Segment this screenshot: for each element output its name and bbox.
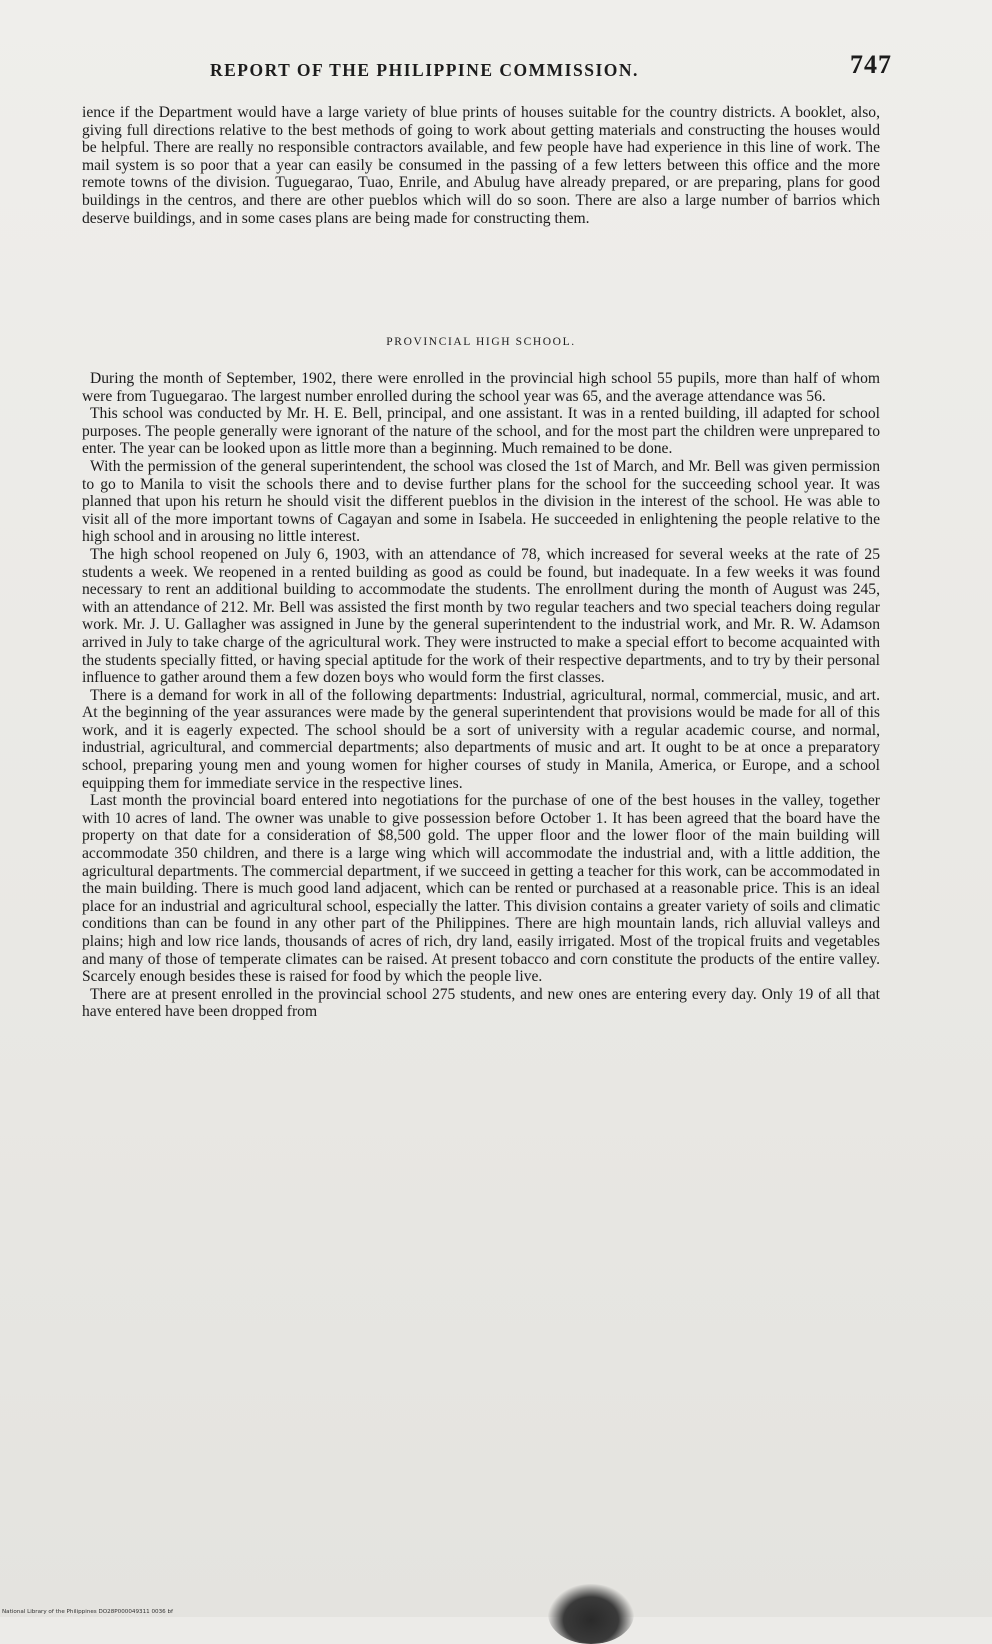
paragraph-manila-visit: With the permission of the general superintendent, the school was closed the 1st of March, and Mr. Bell was given permission to go to Manila to visit the schools there and to devise further plans for the school for the succeeding school year. It was planned that upon his return he should visit the different pueblos in the division in the interest of the school. He was able to visit all of the more important towns of Cagayan and some in Isabela. He succeeded in enlightening the people relative to the high school and in arousing no little interest.: [82, 457, 880, 546]
paragraph-property-purchase: Last month the provincial board entered into negotiations for the purchase of one of the best houses in the valley, together with 10 acres of land. The owner was unable to give possession before October 1. It has been agreed that the board have the property on that date for a consideration of $8,500 gold. The upper floor and the lower floor of the main building will accommodate 350 children, and there is a large wing which will accommodate the industrial and, with a little addition, the agricultural departments. The commercial department, if we succeed in getting a teacher for this work, can be accommodated in the main building. There is much good land adjacent, which can be rented or purchased at a reasonable price. This is an ideal place for an industrial and agricultural school, especially the latter. This division contains a greater variety of soils and climatic conditions than can be found in any other part of the Philippines. There are high mountain lands, rich alluvial valleys and plains; high and low rice lands, thousands of acres of rich, dry land, easily irrigated. Most of the tropical fruits and vegetables and many of those of temperate climates can be raised. At present tobacco and corn constitute the products of the entire valley. Scarcely enough besides these is raised for food by which the people live.: [82, 792, 880, 986]
running-header: [84, 50, 892, 90]
section-text-block: [82, 370, 880, 1021]
page-number: 747: [850, 50, 892, 79]
intro-paragraph: ience if the Department would have a large variety of blue prints of houses suitable for the country districts. A booklet, also, giving full directions relative to the best methods of going to work about getting materials and constructing the houses would be helpful. There are really no responsible contractors available, and few people have had experience in this line of work. The mail system is so poor that a year can easily be consumed in the passing of a few letters between this office and the more remote towns of the division. Tuguegarao, Tuao, Enrile, and Abulug have already prepared, or are preparing, plans for good buildings in the centros, and there are other pueblos which will do so soon. There are also a large number of barrios which deserve buildings, and in some cases plans are being made for constructing them.: [82, 104, 880, 227]
running-title: REPORT OF THE PHILIPPINE COMMISSION.: [210, 60, 639, 80]
intro-text-block: [82, 104, 880, 227]
section-heading: PROVINCIAL HIGH SCHOOL.: [386, 336, 576, 348]
paragraph-enrollment-1902: During the month of September, 1902, there were enrolled in the provincial high school 55 pupils, more than half of whom were from Tuguegarao. The largest number enrolled during the school year was 65, and the average attendance was 56.: [82, 370, 880, 405]
paragraph-school-conduct: This school was conducted by Mr. H. E. Bell, principal, and one assistant. It was in a rented building, ill adapted for school purposes. The people generally were ignorant of the nature of the school, and for the most part the children were unprepared to enter. The year can be looked upon as little more than a beginning. Much remained to be done.: [82, 405, 880, 458]
scan-credit-line: National Library of the Philippines DO28P000049311 0036 bf: [2, 1609, 174, 1615]
paragraph-current-enrollment: There are at present enrolled in the provincial school 275 students, and new ones are entering every day. Only 19 of all that have entered have been dropped from: [82, 985, 880, 1021]
paragraph-departments-demand: There is a demand for work in all of the following departments: Industrial, agricultural, normal, commercial, music, and art. At the beginning of the year assurances were made by the general superintendent that provisions would be made for all of this work, and it is eagerly expected. The school should be a sort of university with a regular academic course, and normal, industrial, agricultural, and commercial departments; also departments of music and art. It ought to be at once a preparatory school, preparing young men and young women for higher courses of study in Manila, America, or Europe, and a school equipping them for immediate service in the respective lines.: [82, 686, 880, 792]
paragraph-reopening-1903: The high school reopened on July 6, 1903, with an attendance of 78, which increased for several weeks at the rate of 25 students a week. We reopened in a rented building as good as could be found, but inadequate. In a few weeks it was found necessary to rent an additional building to accommodate the students. The enrollment during the month of August was 245, with an attendance of 212. Mr. Bell was assisted the first month by two regular teachers and two special teachers doing regular work. Mr. J. U. Gallagher was assigned in June by the general superintendent to the industrial work, and Mr. R. W. Adamson arrived in July to take charge of the agricultural work. They were instructed to make a special effort to become acquainted with the students specially fitted, or having special aptitude for the work of their respective departments, and to try by their personal influence to gather around them a few dozen boys who would form the first classes.: [82, 545, 880, 687]
scan-thumb-shadow: [548, 1584, 634, 1644]
